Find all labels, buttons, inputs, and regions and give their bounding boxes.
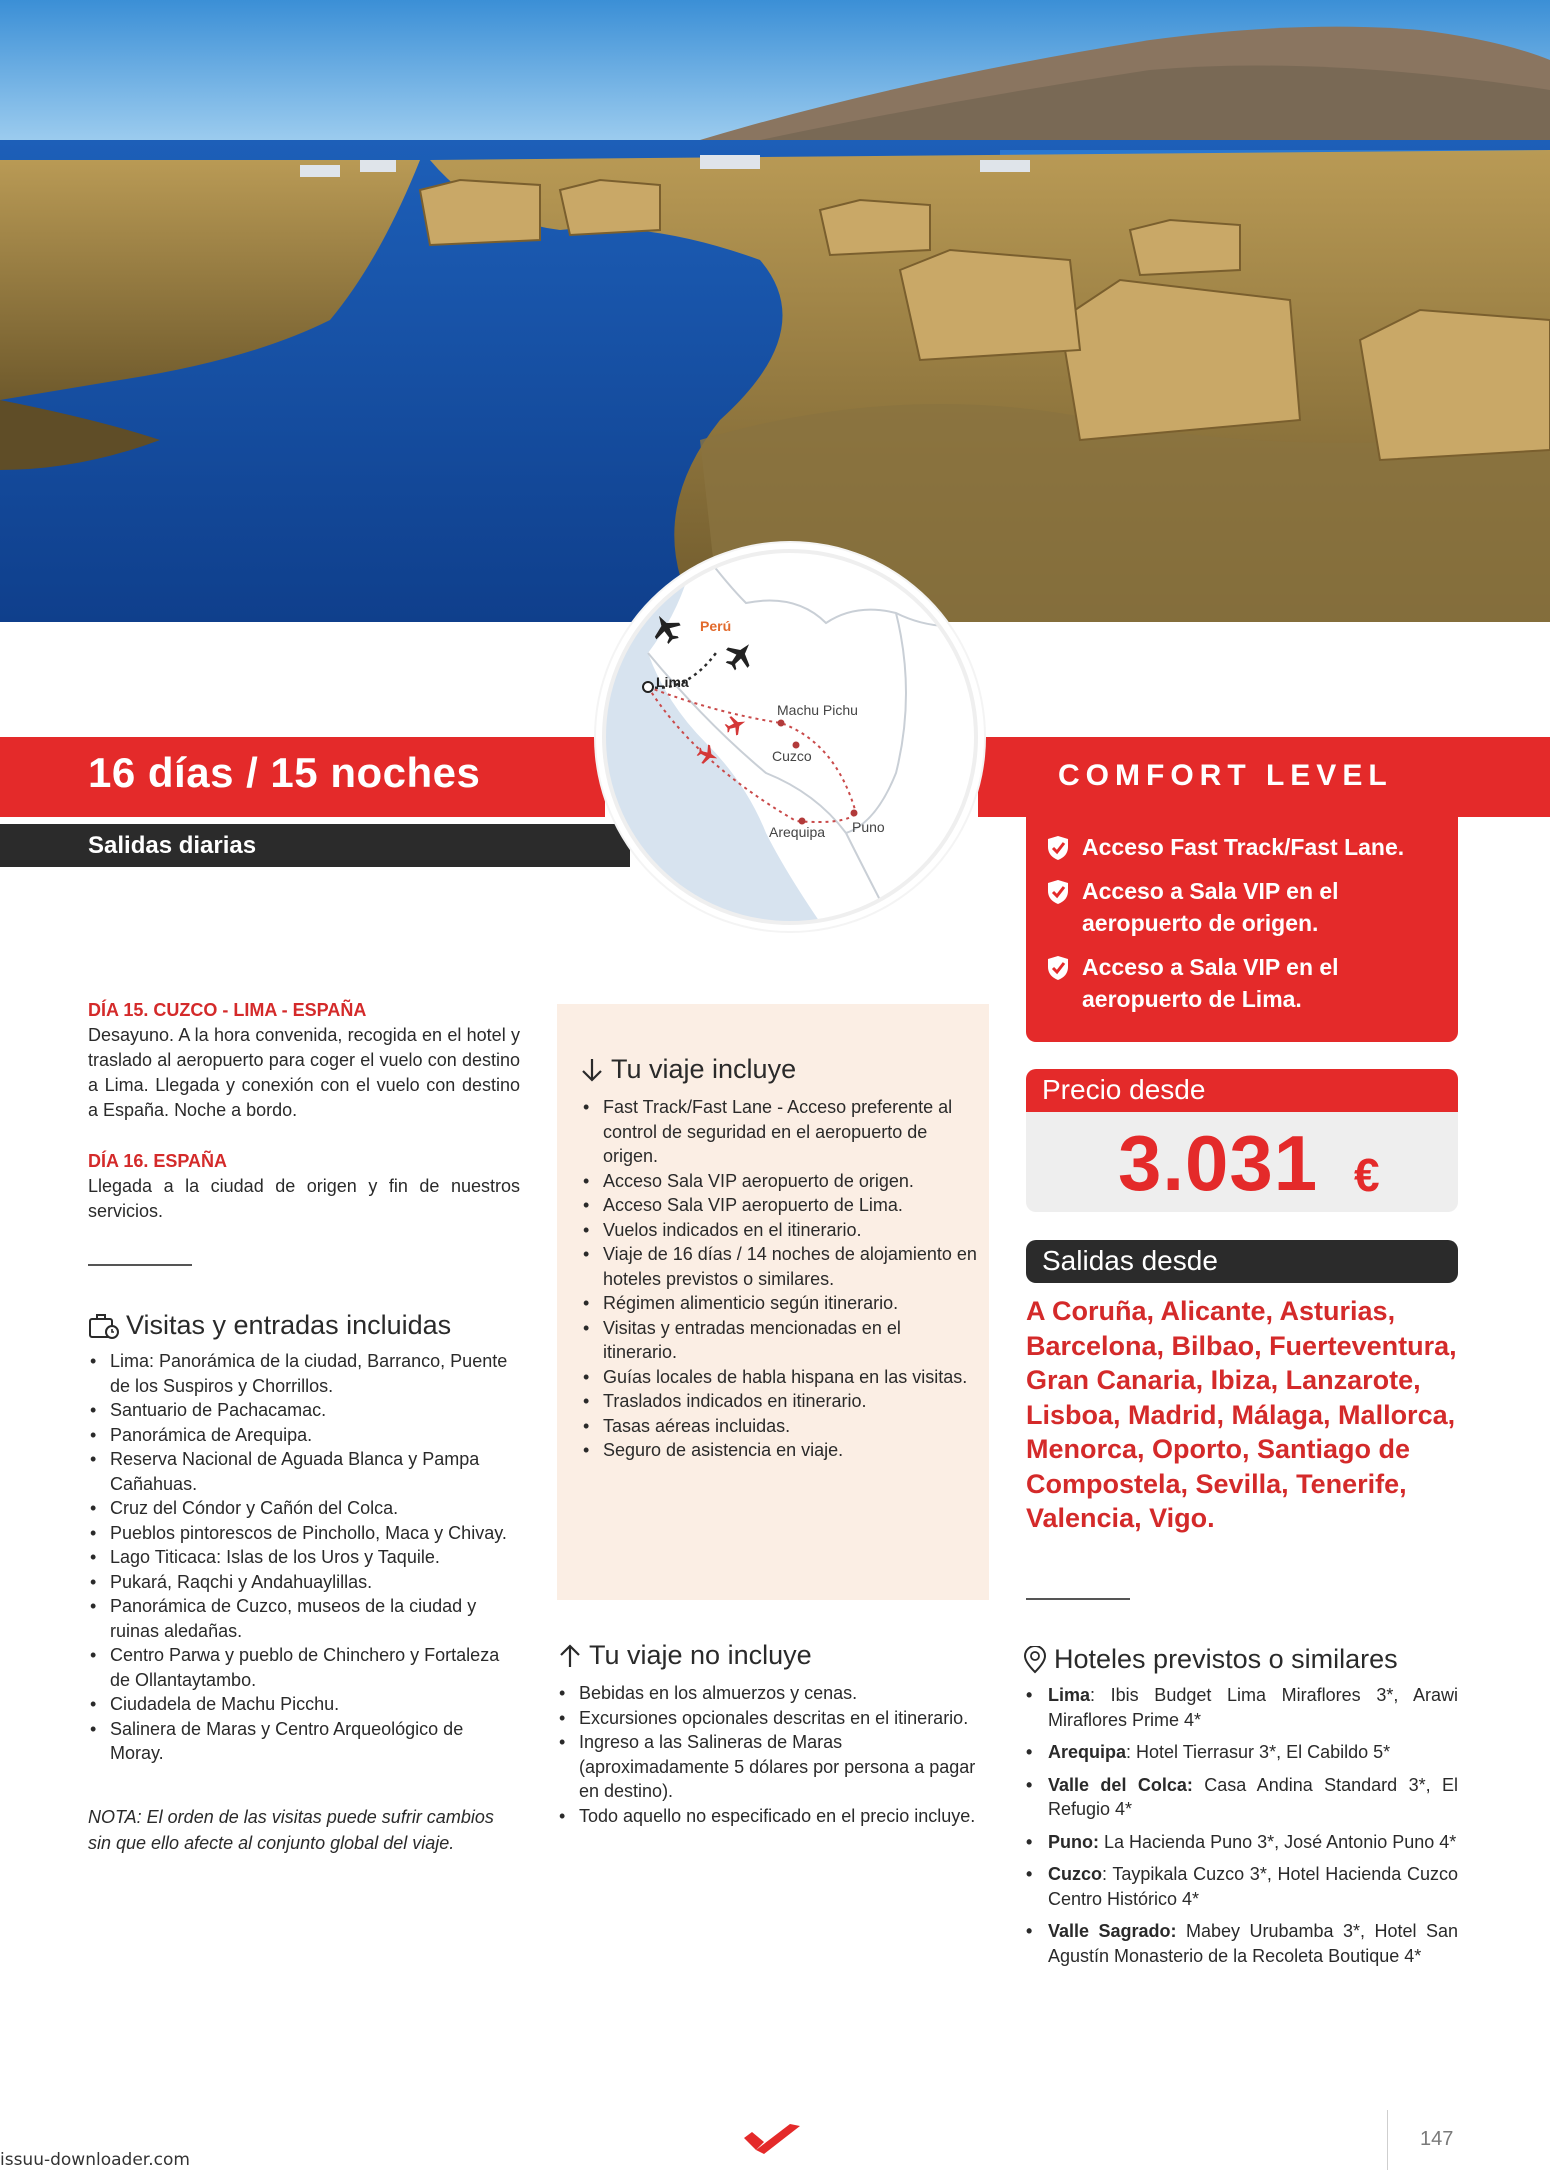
check-shield-icon	[1046, 955, 1070, 981]
comfort-item-label: Acceso a Sala VIP en el aeropuerto de origen.	[1082, 878, 1339, 936]
source-link[interactable]: issuu-downloader.com	[0, 2150, 190, 2170]
hotel-item	[1022, 1919, 1458, 1968]
comfort-item	[1046, 951, 1458, 1015]
list-item: • Lago Titicaca: Islas de los Uros y Taquile.	[88, 1545, 520, 1570]
hotels-title-text: Hoteles previstos o similares	[1054, 1644, 1398, 1674]
list-item: • Traslados indicados en itinerario.	[581, 1389, 977, 1414]
hotels-list	[1022, 1683, 1458, 1968]
page-number: 147	[1420, 2128, 1454, 2150]
brand-logo-icon	[742, 2120, 802, 2156]
comfort-banner	[978, 737, 1550, 817]
includes-list	[581, 1095, 977, 1463]
excludes-title-text: Tu viaje no incluye	[589, 1640, 812, 1670]
list-item: • Viaje de 16 días / 14 noches de alojamiento en hoteles previstos o similares.	[581, 1242, 977, 1291]
day-title: DÍA 15. CUZCO - LIMA - ESPAÑA	[88, 1000, 367, 1020]
price-label: Precio desde	[1042, 1074, 1206, 1105]
check-shield-icon	[1046, 835, 1070, 861]
ticket-bag-icon	[88, 1312, 120, 1340]
departures-text: Salidas diarias	[88, 832, 257, 859]
list-item: • Lima: Panorámica de la ciudad, Barranco, Puente de los Suspiros y Chorrillos.	[88, 1349, 520, 1398]
list-item: • Fast Track/Fast Lane - Acceso preferente al control de seguridad en el aeropuerto de origen.	[581, 1095, 977, 1169]
duration-title: 16 días / 15 noches	[88, 749, 481, 796]
map-label-machu: Machu Pichu	[777, 702, 858, 718]
route-map	[596, 543, 984, 931]
excludes-title	[557, 1640, 989, 1671]
location-pin-icon	[1022, 1646, 1048, 1674]
hotel-names: : Ibis Budget Lima Miraflores 3*, Arawi Miraflores Prime 4*	[1048, 1685, 1458, 1730]
hotel-names: : Taypikala Cuzco 3*, Hotel Hacienda Cuzco Centro Histórico 4*	[1048, 1864, 1458, 1909]
list-item: • Panorámica de Cuzco, museos de la ciudad y ruinas aledañas.	[88, 1594, 520, 1643]
departure-cities: A Coruña, Alicante, Asturias, Barcelona, Bilbao, Fuerteventura, Gran Canaria, Ibiza, Lanzarote, Lisboa, Madrid, Málaga, Mallorca, Menorca, Oporto, Santiago de Compostela, Sevilla, Tenerife, Valencia, Vigo.	[1026, 1296, 1457, 1533]
list-item: • Panorámica de Arequipa.	[88, 1423, 520, 1448]
visits-list	[88, 1349, 520, 1766]
list-item: • Régimen alimenticio según itinerario.	[581, 1291, 977, 1316]
arrow-up-icon	[557, 1643, 583, 1669]
price-box	[1026, 1112, 1458, 1212]
check-shield-icon	[1046, 879, 1070, 905]
list-item: • Acceso Sala VIP aeropuerto de origen.	[581, 1169, 977, 1194]
hotel-names: La Hacienda Puno 3*, José Antonio Puno 4*	[1099, 1831, 1457, 1852]
visits-title	[88, 1310, 520, 1341]
list-item: • Vuelos indicados en el itinerario.	[581, 1218, 977, 1243]
hotel-city: Lima	[1048, 1685, 1091, 1705]
hotel-city: Cuzco	[1048, 1864, 1102, 1884]
price-header	[1026, 1069, 1458, 1112]
day-text: Llegada a la ciudad de origen y fin de nuestros servicios.	[88, 1176, 520, 1221]
hotels-section	[1022, 1644, 1458, 1976]
comfort-item	[1046, 831, 1458, 863]
excludes-list	[557, 1681, 989, 1828]
list-item: • Excursiones opcionales descritas en el itinerario.	[557, 1706, 989, 1731]
visits-title-text: Visitas y entradas incluidas	[126, 1310, 452, 1340]
comfort-item-label: Acceso a Sala VIP en el aeropuerto de Lima.	[1082, 954, 1339, 1012]
departures-header	[1026, 1240, 1458, 1283]
list-item: • Ingreso a las Salineras de Maras (aproximadamente 5 dólares por persona a pagar en destino).	[557, 1730, 989, 1804]
hotels-title	[1022, 1644, 1458, 1675]
list-item: • Acceso Sala VIP aeropuerto de Lima.	[581, 1193, 977, 1218]
map-label-puno: Puno	[852, 819, 885, 835]
excludes-section	[557, 1640, 989, 1828]
list-item: • Santuario de Pachacamac.	[88, 1398, 520, 1423]
includes-title-text: Tu viaje incluye	[611, 1054, 797, 1084]
list-item: • Centro Parwa y pueblo de Chinchero y Fortaleza de Ollantaytambo.	[88, 1643, 520, 1692]
list-item: • Todo aquello no especificado en el precio incluye.	[557, 1804, 989, 1829]
hotel-city: Valle del Colca:	[1048, 1774, 1193, 1795]
list-item: • Seguro de asistencia en viaje.	[581, 1438, 977, 1463]
list-item: • Cruz del Cóndor y Cañón del Colca.	[88, 1496, 520, 1521]
includes-title	[579, 1054, 796, 1085]
list-item: • Pukará, Raqchi y Andahuaylillas.	[88, 1570, 520, 1595]
itinerary-column	[88, 1000, 520, 1856]
price-value: 3.031	[1118, 1119, 1319, 1207]
map-label-cuzco: Cuzco	[772, 748, 812, 764]
map-label-country: Perú	[700, 618, 732, 634]
hotel-city: Valle Sagrado:	[1048, 1921, 1177, 1941]
divider	[1026, 1598, 1130, 1600]
list-item: • Pueblos pintorescos de Pinchollo, Maca y Chivay.	[88, 1521, 520, 1546]
divider	[88, 1264, 192, 1266]
hotel-item	[1022, 1830, 1458, 1855]
hotel-city: Arequipa	[1048, 1742, 1127, 1762]
hotel-city: Puno:	[1048, 1831, 1099, 1852]
duration-banner	[0, 737, 605, 817]
comfort-list	[1026, 817, 1458, 1042]
list-item: • Ciudadela de Machu Picchu.	[88, 1692, 520, 1717]
list-item: • Tasas aéreas incluidas.	[581, 1414, 977, 1439]
departures-label: Salidas desde	[1042, 1245, 1218, 1276]
list-item: • Salinera de Maras y Centro Arqueológico de Moray.	[88, 1717, 520, 1766]
map-label-arequipa: Arequipa	[769, 824, 826, 840]
list-item: • Guías locales de habla hispana en las visitas.	[581, 1365, 977, 1390]
comfort-item-label: Acceso Fast Track/Fast Lane.	[1082, 834, 1405, 860]
day-text: Desayuno. A la hora convenida, recogida en el hotel y traslado al aeropuerto para coger el vuelo con destino a Lima. Llegada y conexión con el vuelo con destino a España. Noche a bordo.	[88, 1025, 520, 1120]
list-item: • Visitas y entradas mencionadas en el itinerario.	[581, 1316, 977, 1365]
hotel-item	[1022, 1683, 1458, 1732]
hero-photo	[0, 0, 1550, 622]
comfort-title: COMFORT LEVEL	[1058, 759, 1393, 792]
list-item: • Reserva Nacional de Aguada Blanca y Pampa Cañahuas.	[88, 1447, 520, 1496]
departures-bar	[0, 824, 630, 867]
hotel-names: : Hotel Tierrasur 3*, El Cabildo 5*	[1126, 1742, 1391, 1762]
arrow-down-icon	[579, 1057, 605, 1083]
map-label-lima: Lima	[656, 674, 689, 690]
comfort-item	[1046, 875, 1458, 939]
list-item: • Bebidas en los almuerzos y cenas.	[557, 1681, 989, 1706]
hotel-names: Mabey Urubamba 3*, Hotel San Agustín Monasterio de la Recoleta Boutique 4*	[1048, 1921, 1458, 1966]
hotel-names: Casa Andina Standard 3*, El Refugio 4*	[1048, 1774, 1459, 1819]
price-currency: €	[1354, 1149, 1380, 1201]
hotel-item	[1022, 1862, 1458, 1911]
footer-divider	[1387, 2110, 1388, 2170]
hotel-item	[1022, 1740, 1458, 1765]
visits-note: NOTA: El orden de las visitas puede sufrir cambios sin que ello afecte al conjunto global del viaje.	[88, 1806, 494, 1853]
hotel-item	[1022, 1773, 1458, 1822]
includes-box	[557, 1004, 989, 1600]
day-title: DÍA 16. ESPAÑA	[88, 1151, 228, 1171]
